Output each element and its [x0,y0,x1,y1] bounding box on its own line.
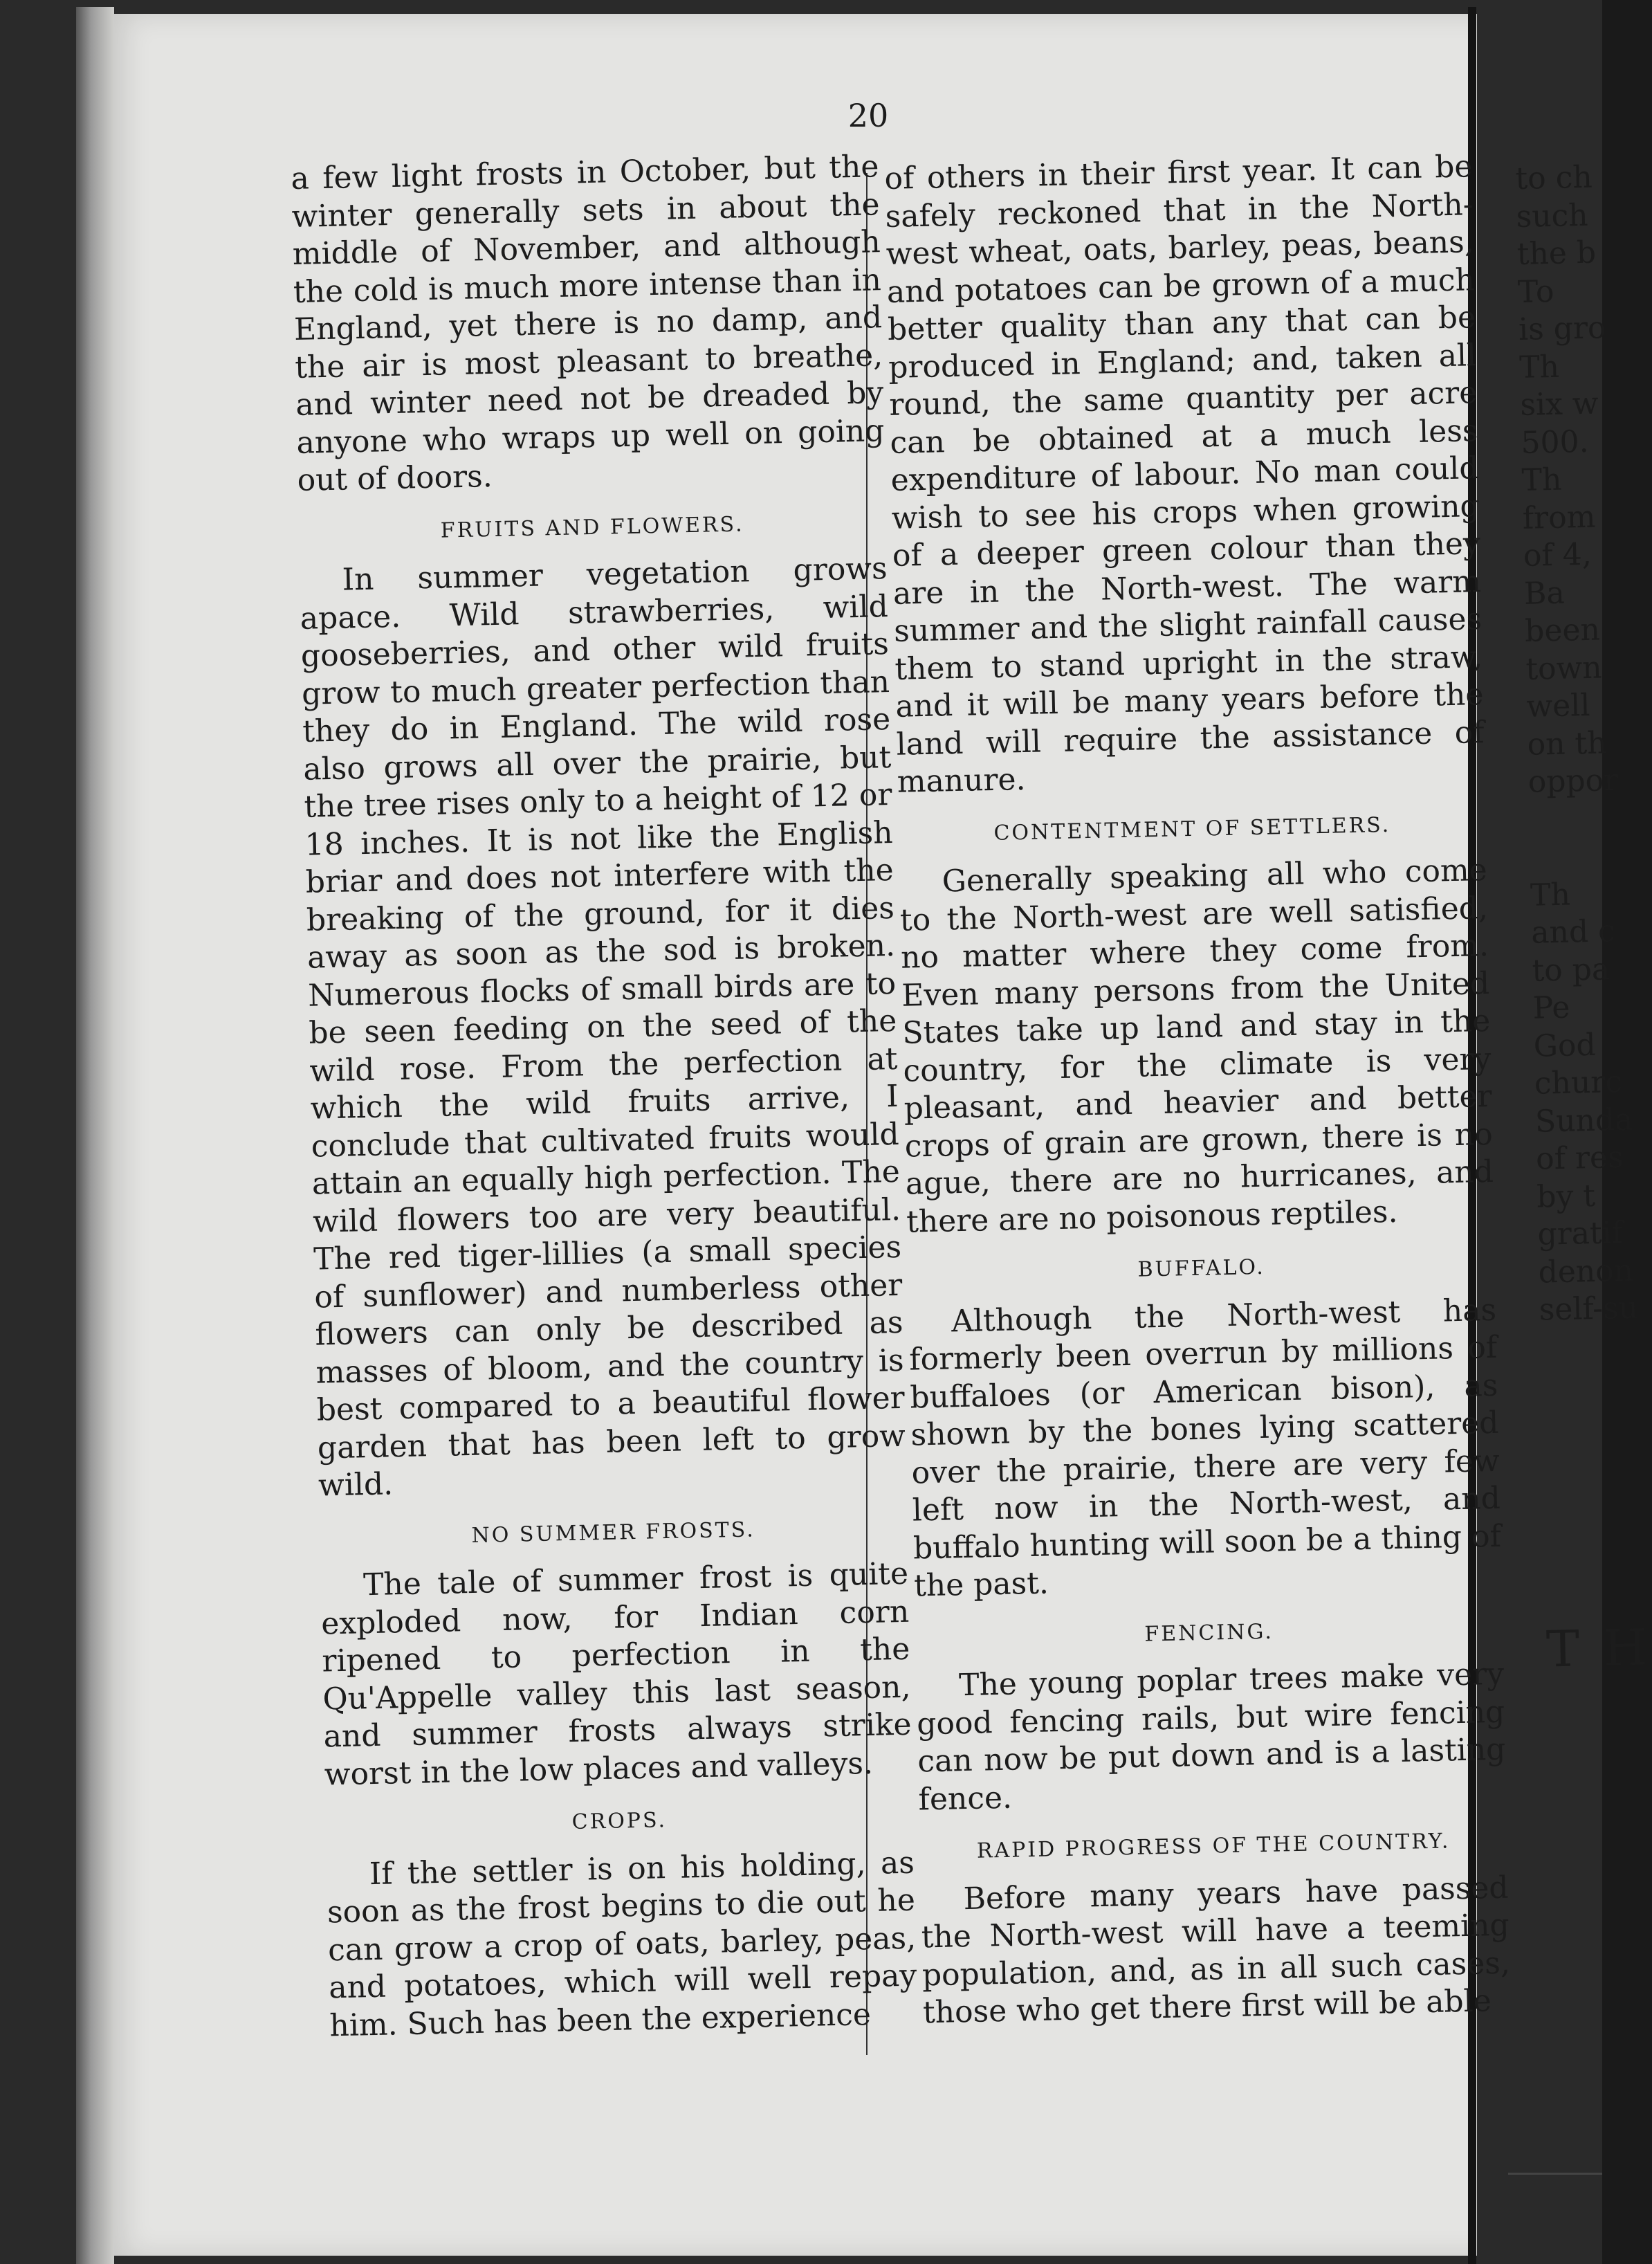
fencing-paragraph: The young poplar trees make very good fencing rails, but wire fencing can now be put down and is a lasting fence. [916,1656,1506,1817]
column-3-line [1528,800,1616,839]
column-3-line: Sunda [1534,1102,1633,1140]
column-2 [884,148,1512,2041]
page-number: 20 [847,97,889,134]
heading-crops: CROPS. [571,1808,668,1835]
column-3-line: oppor [1527,763,1619,800]
column-3-line: from [1522,499,1596,536]
column-3-line: self-su [1539,1290,1639,1328]
heading-buffalo: BUFFALO. [1137,1254,1266,1282]
large-heading-fragment: T H [1545,1618,1652,1679]
column-3-line: denon [1538,1252,1634,1290]
column-3-line: Pe [1532,989,1570,1026]
column-3-line: of res [1535,1140,1624,1177]
column-1 [291,148,918,2053]
crops-continued-paragraph: of others in their first year. It can be safely reckoned that in the North-west wheat, oats, barley, peas, beans, and potatoes can be grown of a much better quality than any that can be produced in England; and, taken all round, the same quantity per acre can be obtained at a much less expenditure of labour. No man could wish to see his crops when growing of a deeper green colour than they are in the North-west. The warm summer and the slight rainfall causes them to stand upright in the straw, and it will be many years before the land will require the assistance of manure. [884,149,1485,800]
column-3-line: of 4, [1523,536,1593,574]
column-3-line: well [1526,687,1590,724]
column-3-line [1530,837,1617,877]
column-3-line: been [1524,612,1601,649]
column-3-line: is gro [1518,310,1606,347]
column-3-line: churc [1534,1064,1623,1102]
column-3-line: to ch [1515,159,1593,197]
column-3-line: To [1517,273,1554,310]
progress-paragraph: Before many years have passed the North-west will have a teeming population, and, as in all such cases, those who get there first will be able [921,1870,1511,2031]
column-3-line: Th [1521,462,1562,498]
heading-contentment-of-settlers: CONTENTMENT OF SETTLERS. [993,812,1391,846]
intro-paragraph: a few light frosts in October, but the winter generally sets in about the middle of November, and although the cold is much more intense than in England, yet there is no damp, and the air is most pleasant to breathe, and winter need not be dreaded by anyone who wraps up well on going out of doors. [291,149,885,498]
contentment-paragraph: Generally speaking all who come to the North-west are well satisfied, no matter where they come from. Even many persons from the United States take up land and stay in the country, for the climate is very pleasant, and heavier and better crops of grain are grown, there is no ague, there are no hurricanes, and there are no poisonous reptiles. [899,852,1494,1240]
column-3-line: and c [1530,913,1616,951]
column-3-rule [1508,2173,1602,2175]
page-binding-edge [76,7,114,2264]
column-3-line: Th [1530,877,1571,913]
column-3-line: by t [1536,1178,1596,1215]
column-3-line: six w [1519,385,1599,423]
heading-fencing: FENCING. [1144,1619,1274,1647]
column-3-line: Th [1518,349,1560,385]
column-3-line: God [1533,1027,1597,1064]
column-3-line: such [1516,197,1589,235]
column-3-line: gratif [1536,1215,1624,1252]
column-3-line: Ba [1523,575,1566,612]
buffalo-paragraph: Although the North-west has formerly been overrun by millions of buffaloes (or American bison), as shown by the bones lying scattered over the prairie, there are very few left now in the North-west, and buffalo hunting will soon be a thing of the past. [908,1292,1502,1604]
column-3-line: the b [1516,235,1597,272]
heading-rapid-progress: RAPID PROGRESS OF THE COUNTRY. [976,1829,1451,1863]
column-3-line: on th [1527,724,1608,763]
column-3-line: 500. [1521,423,1590,461]
crops-paragraph: If the settler is on his holding, as soon as the frost begins to die out he can grow a crop of oats, barley, peas, and potatoes, which will well repay him. Such has been the experience [327,1845,917,2043]
heading-no-summer-frosts: NO SUMMER FROSTS. [471,1517,756,1548]
fruits-paragraph: In summer vegetation grows apace. Wild strawberries, wild gooseberries, and other wild fruits grow to much greater perfection than they do in England. The wild rose also grows all over the prairie, but the tree rises only to a height of 12 or 18 inches. It is not like the English briar and does not interfere with the breaking of the ground, for it dies away as soon as the sod is broken. Numerous flocks of small birds are to be seen feeding on the seed of the wild rose. From the perfection at which the wild fruits arrive, I conclude that cultivated fruits would attain an equally high perfection. The wild flowers too are very beautiful. The red tiger-lillies (a small species of sunflower) and numberless other flowers can only be described as masses of bloom, and the country is best compared to a beautiful flower garden that has been left to grow wild. [300,551,906,1504]
frosts-paragraph: The tale of summer frost is quite exploded now, for Indian corn ripened to perfection in the Qu'Appelle valley this last season, and summer frosts always strike worst in the low places and valleys. [320,1555,912,1792]
column-3-line: to pa [1531,951,1610,989]
column-3-line: town [1525,650,1603,687]
heading-fruits-and-flowers: FRUITS AND FLOWERS. [440,511,744,543]
